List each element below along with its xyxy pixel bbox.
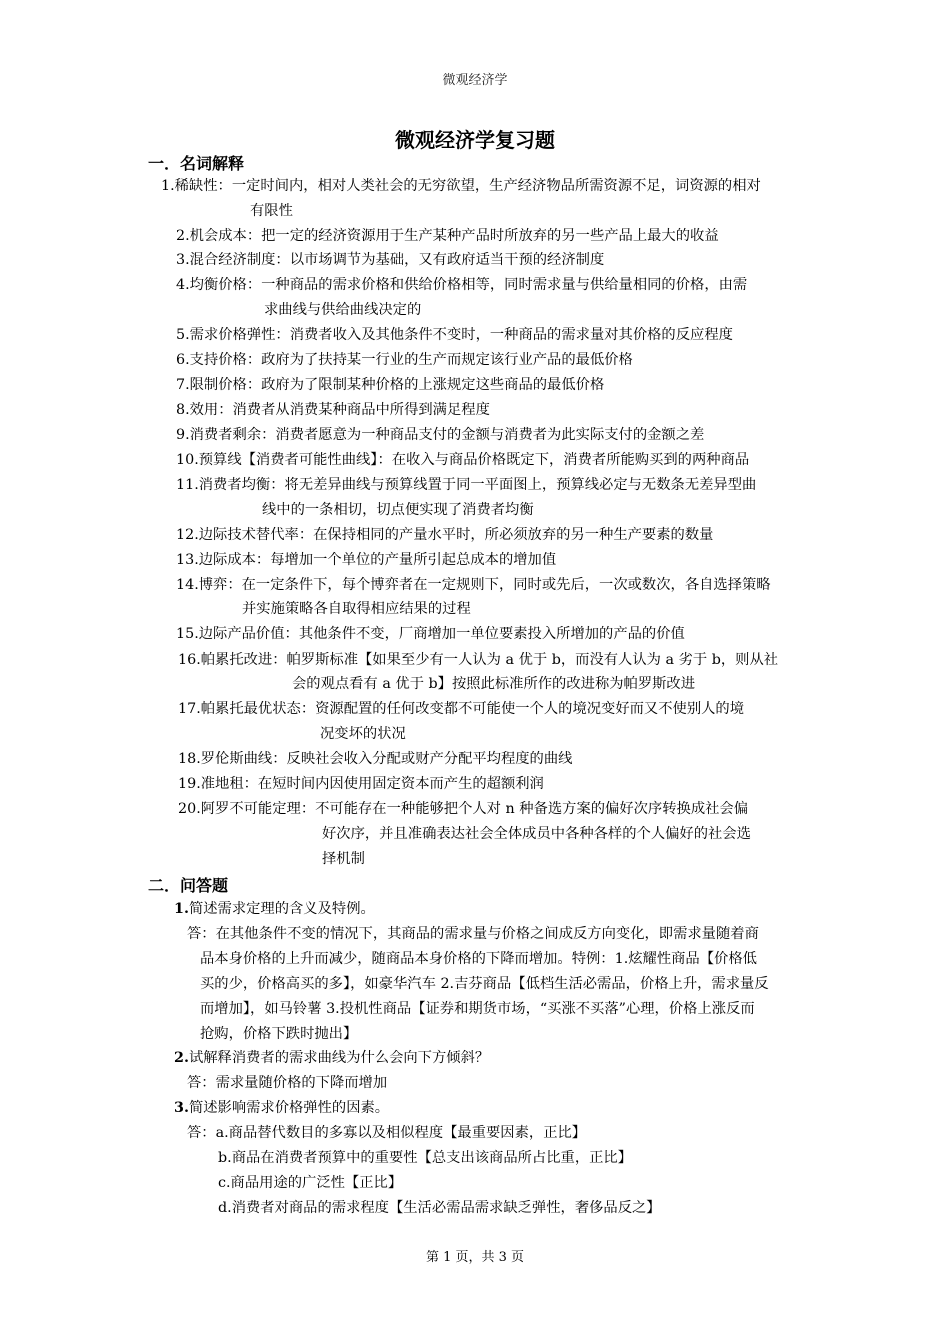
term-item-7: 7.限制价格：政府为了限制某种价格的上涨规定这些商品的最低价格: [176, 377, 605, 393]
section-title-terms: 一．名词解释: [148, 154, 245, 173]
question-1: [174, 897, 375, 922]
term-item-5: 5.需求价格弹性：消费者收入及其他条件不变时，一种商品的需求量对其价格的反应程度: [176, 327, 733, 343]
term-item-11-line-2: 线中的一条相切，切点便实现了消费者均衡: [262, 502, 534, 518]
term-item-17-line-1: 17.帕累托最优状态：资源配置的任何改变都不可能使一个人的境况变好而又不使别人的境: [178, 701, 745, 717]
question-number: 3.: [174, 1100, 189, 1116]
term-item-18: 18.罗伦斯曲线：反映社会收入分配或财产分配平均程度的曲线: [178, 751, 573, 767]
page-footer: 第 1 页，共 3 页: [425, 1250, 525, 1265]
term-item-19: 19.准地租：在短时间内因使用固定资本而产生的超额利润: [178, 776, 544, 792]
page-header: 微观经济学: [442, 73, 508, 88]
term-item-8: 8.效用：消费者从消费某种商品中所得到满足程度: [176, 402, 490, 418]
answer-1-line-5: 抢购，价格下跌时抛出】: [200, 1026, 358, 1042]
term-item-12: 12.边际技术替代率：在保持相同的产量水平时，所必须放弃的另一种生产要素的数量: [176, 527, 714, 543]
answer-3-line-1: 答：a.商品替代数目的多寡以及相似程度【最重要因素，正比】: [187, 1125, 587, 1141]
term-item-2: 2.机会成本：把一定的经济资源用于生产某种产品时所放弃的另一些产品上最大的收益: [176, 228, 719, 244]
answer-2-line-1: 答：需求量随价格的下降而增加: [187, 1075, 388, 1091]
term-item-20-line-1: 20.阿罗不可能定理：不可能存在一种能够把个人对 n 种备选方案的偏好次序转换成社会偏: [178, 801, 749, 817]
term-item-11-line-1: 11.消费者均衡：将无差异曲线与预算线置于同一平面图上，预算线必定与无数条无差异型曲: [176, 477, 757, 493]
answer-1-line-2: 品本身价格的上升而减少，随商品本身价格的下降而增加。特例：1.炫耀性商品【价格低: [200, 951, 757, 967]
question-number: 1.: [174, 901, 189, 917]
section-title-qa: 二．问答题: [148, 876, 229, 895]
question-2: [174, 1046, 489, 1071]
term-item-20-line-3: 择机制: [322, 851, 365, 867]
term-item-16-line-1: 16.帕累托改进：帕罗斯标准【如果至少有一人认为 a 优于 b，而没有人认为 a 劣于 b，则从社: [178, 652, 779, 668]
question-text: 试解释消费者的需求曲线为什么会向下方倾斜？: [188, 1050, 490, 1066]
question-text: 简述需求定理的含义及特例。: [188, 901, 375, 917]
term-item-1-line-1: 1.稀缺性：一定时间内，相对人类社会的无穷欲望，生产经济物品所需资源不足，词资源的相对: [161, 178, 761, 194]
term-item-14-line-2: 并实施策略各自取得相应结果的过程: [242, 601, 471, 617]
question-text: 简述影响需求价格弹性的因素。: [188, 1100, 390, 1116]
term-item-4-line-2: 求曲线与供给曲线决定的: [264, 302, 422, 318]
term-item-1-line-2: 有限性: [250, 203, 293, 219]
term-item-6: 6.支持价格：政府为了扶持某一行业的生产而规定该行业产品的最低价格: [176, 352, 633, 368]
term-item-3: 3.混合经济制度：以市场调节为基础，又有政府适当干预的经济制度: [176, 252, 605, 268]
term-item-20-line-2: 好次序，并且准确表达社会全体成员中各种各样的个人偏好的社会选: [322, 826, 751, 842]
term-item-17-line-2: 况变坏的状况: [320, 726, 406, 742]
question-number: 2.: [174, 1050, 189, 1066]
answer-3-line-3: c.商品用途的广泛性【正比】: [218, 1175, 403, 1191]
term-item-13: 13.边际成本：每增加一个单位的产量所引起总成本的增加值: [176, 552, 557, 568]
question-3: [174, 1096, 389, 1121]
term-item-9: 9.消费者剩余：消费者愿意为一种商品支付的金额与消费者为此实际支付的金额之差: [176, 427, 705, 443]
term-item-4-line-1: 4.均衡价格：一种商品的需求价格和供给价格相等，同时需求量与供给量相同的价格，由需: [176, 277, 748, 293]
answer-3-line-4: d.消费者对商品的需求程度【生活必需品需求缺乏弹性，奢侈品反之】: [218, 1200, 661, 1216]
term-item-14-line-1: 14.博弈：在一定条件下，每个博弈者在一定规则下，同时或先后，一次或数次，各自选择策略: [176, 577, 771, 593]
term-item-10: 10.预算线【消费者可能性曲线】：在收入与商品价格既定下，消费者所能购买到的两种商品: [176, 452, 750, 468]
term-item-16-line-2: 会的观点看有 a 优于 b】按照此标准所作的改进称为帕罗斯改进: [292, 676, 696, 692]
document-title: 微观经济学复习题: [395, 128, 555, 152]
answer-1-line-1: 答：在其他条件不变的情况下，其商品的需求量与价格之间成反方向变化，即需求量随着商: [187, 926, 759, 942]
answer-3-line-2: b.商品在消费者预算中的重要性【总支出该商品所占比重，正比】: [218, 1150, 633, 1166]
answer-1-line-4: 而增加】，如马铃薯 3.投机性商品【证券和期货市场，“买涨不买落”心理，价格上涨反而: [200, 1001, 755, 1017]
answer-1-line-3: 买的少，价格高买的多】，如豪华汽车 2.吉芬商品【低档生活必需品，价格上升，需求量反: [200, 976, 769, 992]
term-item-15: 15.边际产品价值：其他条件不变，厂商增加一单位要素投入所增加的产品的价值: [176, 626, 685, 642]
